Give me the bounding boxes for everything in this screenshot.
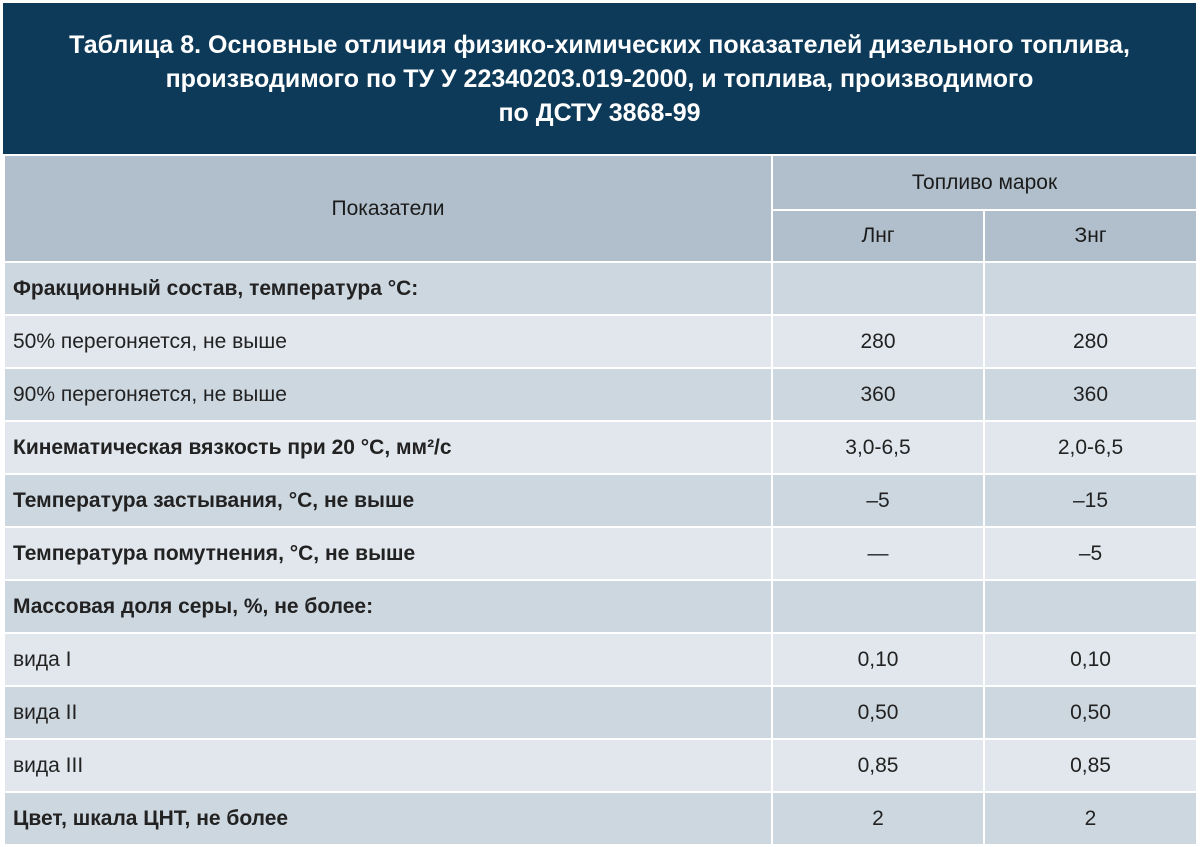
row-value-lng: 0,10: [772, 633, 984, 686]
row-value-lng: 0,85: [772, 739, 984, 792]
header-grade-lng: Лнг: [772, 210, 984, 262]
row-label: вида II: [4, 686, 772, 739]
table-row: [4, 315, 1197, 368]
row-value-zng: –5: [984, 527, 1197, 580]
header-fuel-grades: Топливо марок: [772, 155, 1197, 210]
row-value-zng: 2,0-6,5: [984, 421, 1197, 474]
table-title: Таблица 8. Основные отличия физико-химических показателей дизельного топлива, производимого по ТУ У 22340203.019-2000, и топлива, производимого по ДСТУ 3868-99: [3, 3, 1196, 154]
table-frame: [3, 3, 1196, 844]
row-label: Температура застывания, °С, не выше: [4, 474, 772, 527]
row-label: Кинематическая вязкость при 20 °С, мм²/с: [4, 421, 772, 474]
row-label: Температура помутнения, °С, не выше: [4, 527, 772, 580]
table-row: [4, 421, 1197, 474]
row-label: Цвет, шкала ЦНТ, не более: [4, 792, 772, 845]
row-value-lng: 2: [772, 792, 984, 845]
table-row: [4, 474, 1197, 527]
row-value-zng: 360: [984, 368, 1197, 421]
row-value-lng: [772, 580, 984, 633]
table-row: [4, 686, 1197, 739]
row-label: Фракционный состав, температура °С:: [4, 262, 772, 315]
table-row: [4, 633, 1197, 686]
row-value-lng: [772, 262, 984, 315]
row-value-zng: –15: [984, 474, 1197, 527]
row-value-zng: 280: [984, 315, 1197, 368]
row-value-zng: 0,85: [984, 739, 1197, 792]
header-grade-zng: Знг: [984, 210, 1197, 262]
row-value-lng: —: [772, 527, 984, 580]
table-row: [4, 368, 1197, 421]
row-label: вида I: [4, 633, 772, 686]
table-row: [4, 262, 1197, 315]
row-value-lng: –5: [772, 474, 984, 527]
row-value-zng: [984, 580, 1197, 633]
comparison-table: [3, 154, 1198, 846]
row-value-lng: 0,50: [772, 686, 984, 739]
row-value-zng: 0,10: [984, 633, 1197, 686]
header-indicators: Показатели: [4, 155, 772, 262]
table-row: [4, 580, 1197, 633]
row-label: Массовая доля серы, %, не более:: [4, 580, 772, 633]
row-label: 50% перегоняется, не выше: [4, 315, 772, 368]
row-value-lng: 280: [772, 315, 984, 368]
row-value-zng: 2: [984, 792, 1197, 845]
table-row: [4, 739, 1197, 792]
row-value-zng: [984, 262, 1197, 315]
table-row: [4, 527, 1197, 580]
table-row: [4, 792, 1197, 845]
row-value-lng: 360: [772, 368, 984, 421]
row-value-lng: 3,0-6,5: [772, 421, 984, 474]
row-value-zng: 0,50: [984, 686, 1197, 739]
row-label: 90% перегоняется, не выше: [4, 368, 772, 421]
row-label: вида III: [4, 739, 772, 792]
